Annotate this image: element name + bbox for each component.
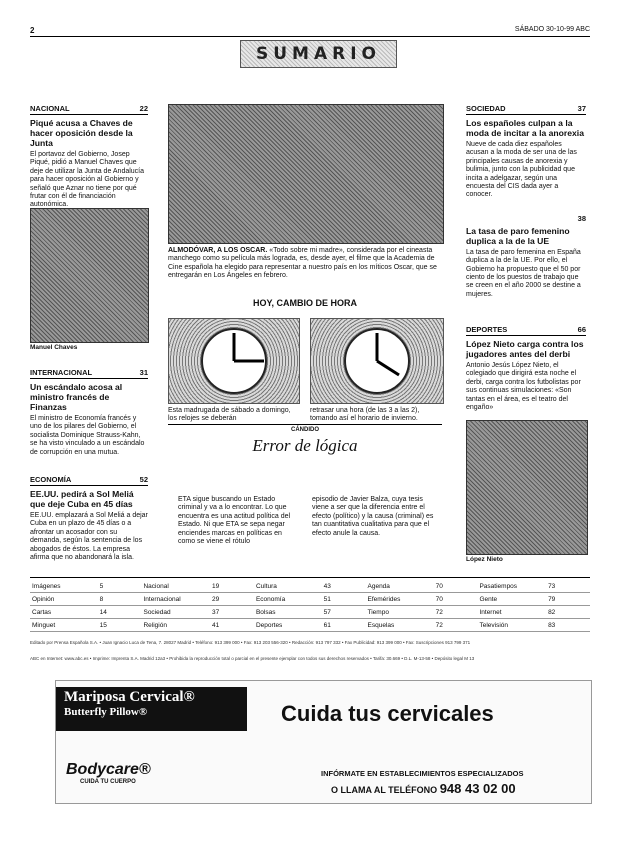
clock-panel-left (168, 318, 300, 404)
photo-caption: López Nieto (466, 556, 503, 563)
index-section[interactable]: Minguet (30, 619, 98, 632)
deportes-block (466, 325, 586, 412)
nacional-head (30, 104, 148, 115)
sociedad-head (466, 104, 586, 115)
section-index (30, 580, 590, 632)
sociedad-block (466, 104, 586, 299)
index-page: 61 (322, 619, 366, 632)
section-title: SUMARIO (240, 40, 397, 68)
almodovar-photo (168, 104, 444, 244)
hora-left-text: Esta madrugada de sábado a domingo, los relojes se deberán (168, 407, 291, 423)
headline[interactable]: Piqué acusa a Chaves de hacer oposición desde la Junta (30, 118, 133, 148)
article-body: El portavoz del Gobierno, Josep Piqué, pidió a Manuel Chaves que deje de utilizar la Junta de Andalucía para hacer oposición al Gobierno y señaló que Aznar no tiene por qué frutar con él de financiación autonómica. (30, 151, 145, 209)
article-body: El ministro de Economía francés y uno de los pilares del Gobierno, el socialista Dominique Strauss-Kahn, se ha visto vinculado a un escándalo de corrupción en una mutua. (30, 415, 145, 456)
caption-title: ALMODÓVAR, A LOS OSCAR. (168, 247, 268, 254)
hora-right-text: retrasar una hora (de las 3 a las 2), tomando así el horario de invierno. (310, 407, 420, 423)
index-page: 72 (434, 619, 478, 632)
index-section[interactable]: Agenda (366, 580, 434, 593)
index-section[interactable]: Efemérides (366, 593, 434, 606)
footer-line-1: Editado por Prensa Española S.A. • Juan Ignacio Luca de Tena, 7. 28027 Madrid • Teléfono: 913 399 000 • Fax: 913 203 556-320 • Redacción: 913 797 332 • Fax Publicidad: 913 399 000 • Fax: Suscripciones 913 799 371 (30, 640, 471, 645)
index-page: 29 (210, 593, 254, 606)
footer-line-2: ABC en Internet: www.abc.es • Imprime: Imprenta S.A. Madrid 12a3 • Prohibida la reproducción total o parcial en el presente ejemplar con todos sus derechos reservados • Tarifa: 30.669 • D.L. M-13-58 • Depósito legal M 13 (30, 656, 475, 661)
index-section[interactable]: Nacional (141, 580, 210, 593)
candido-col2: episodio de Javier Balza, cuya tesis viene a ser que la diferencia entre el efecto (político) y la causa (criminal) es tan cuantitativa cualitativa para que el efecto anule la causa. (312, 496, 434, 537)
index-section[interactable]: Cultura (254, 580, 322, 593)
index-page: 5 (98, 580, 142, 593)
index-page: 14 (98, 606, 142, 619)
clock-icon (311, 319, 443, 403)
index-page: 43 (322, 580, 366, 593)
section-label: DEPORTES (466, 325, 508, 334)
headline[interactable]: EE.UU. pedirá a Sol Meliá que deje Cuba en 45 días (30, 489, 134, 509)
ad-logo: Bodycare® (66, 761, 151, 778)
index-page: 51 (322, 593, 366, 606)
page-ref: 52 (139, 475, 148, 484)
hora-title: HOY, CAMBIO DE HORA (252, 298, 357, 308)
index-page: 70 (434, 593, 478, 606)
index-page: 15 (98, 619, 142, 632)
ad-slogan: Cuida tus cervicales (281, 701, 494, 726)
index-section[interactable]: Internacional (141, 593, 210, 606)
economia-head (30, 475, 148, 486)
section-label: ECONOMÍA (30, 475, 72, 484)
index-page: 57 (322, 606, 366, 619)
lopez-nieto-photo (466, 420, 588, 555)
headline[interactable]: Los españoles culpan a la moda de incitar a la anorexia (466, 118, 584, 138)
internacional-block (30, 368, 148, 457)
index-section[interactable]: Esquelas (366, 619, 434, 632)
section-label: INTERNACIONAL (30, 368, 93, 377)
index-section[interactable]: Cartas (30, 606, 98, 619)
candido-col1: ETA sigue buscando un Estado criminal y va a lo encontrar. Lo que encuentra es una actitud política del Estado. Ni que ETA se sepa negar enciendes marcas en políticas en como se viene el rótulo (178, 496, 291, 546)
internacional-head (30, 368, 148, 379)
index-section[interactable]: Pasatiempos (477, 580, 546, 593)
index-page: 70 (434, 580, 478, 593)
index-section[interactable]: Televisión (477, 619, 546, 632)
page-ref: 37 (577, 104, 586, 113)
ad-phone-row (331, 781, 516, 796)
ad-brand-banner (56, 687, 247, 731)
article-body: La tasa de paro femenina en España duplica a la de la UE. Por ello, el Gobierno ha propuesto que el 50 por ciento de los puestos de trabajo que se creen en el año 2000 se destine a mujeres. (466, 248, 581, 298)
index-page: 73 (546, 580, 590, 593)
index-row (30, 593, 590, 606)
headline[interactable]: La tasa de paro femenino duplica a la de la UE (466, 225, 570, 246)
index-page: 83 (546, 619, 590, 632)
header-rule (30, 36, 590, 37)
section-label: SOCIEDAD (466, 104, 506, 113)
page-ref: 31 (139, 368, 148, 377)
index-page: 79 (546, 593, 590, 606)
index-page: 82 (546, 606, 590, 619)
index-section[interactable]: Tiempo (366, 606, 434, 619)
clock-icon (169, 319, 299, 403)
index-row (30, 580, 590, 593)
deportes-head (466, 325, 586, 336)
candido-title[interactable]: Error de lógica (252, 436, 358, 455)
headline[interactable]: Un escándalo acosa al ministro francés de Finanzas (30, 382, 123, 412)
index-section[interactable]: Religión (141, 619, 210, 632)
headline[interactable]: López Nieto carga contra los jugadores antes del derbi (466, 339, 584, 359)
center-photo-caption (168, 247, 442, 281)
index-section[interactable]: Economía (254, 593, 322, 606)
index-page: 72 (434, 606, 478, 619)
index-section[interactable]: Bolsas (254, 606, 322, 619)
index-page: 41 (210, 619, 254, 632)
photo-caption: Manuel Chaves (30, 344, 78, 351)
caption-text: «Todo sobre mi madre», considerada por el cineasta manchego como su película más lograda, es, desde ayer, el filme que la Academia de Cine española ha elegido para representar a nuestro país en los míticos Oscar, que se entregarán en Los Ángeles en febrero. (168, 247, 437, 280)
article-body: EE.UU. emplazará a Sol Meliá a dejar Cuba en un plazo de 45 días o a afrontar un acosador con su demanda, según la sentencia de los abogados de éstos. La empresa afirma que no abandonará la isla. (30, 512, 148, 562)
index-row (30, 619, 590, 632)
index-page: 8 (98, 593, 142, 606)
index-row (30, 606, 590, 619)
page-ref: 22 (139, 104, 148, 113)
left-column (30, 104, 148, 210)
ad-brand: Mariposa Cervical® (64, 689, 195, 705)
page-number: 2 (30, 26, 35, 35)
page-ref: 38 (577, 213, 586, 223)
chaves-photo (30, 208, 149, 343)
ad-phone[interactable]: 948 43 02 00 (439, 781, 516, 796)
economia-block (30, 475, 148, 562)
index-section[interactable]: Deportes (254, 619, 322, 632)
article-body: Nueve de cada diez españoles acusan a la moda de ser una de las principales causas de anorexia y bulimia, junto con la publicidad que incita a adelgazar, según una encuesta del CIS dada ayer a conocer. (466, 141, 577, 199)
ad-logo-sub: CUIDA TU CUERPO (80, 779, 136, 785)
index-section[interactable]: Opinión (30, 593, 98, 606)
index-page: 19 (210, 580, 254, 593)
ad-sub: Butterfly Pillow® (64, 706, 148, 718)
index-section[interactable]: Internet (477, 606, 546, 619)
index-section[interactable]: Gente (477, 593, 546, 606)
index-page: 37 (210, 606, 254, 619)
ad-phone-label: O LLAMA AL TELÉFONO (331, 785, 438, 795)
index-section[interactable]: Sociedad (141, 606, 210, 619)
candido-label: CÁNDIDO (168, 424, 442, 433)
clock-panel-right (310, 318, 444, 404)
section-label: NACIONAL (30, 104, 70, 113)
page-ref: 66 (577, 325, 586, 334)
ad-info: INFÓRMATE EN ESTABLECIMIENTOS ESPECIALIZADOS (321, 769, 524, 778)
article-body: Antonio Jesús López Nieto, el colegiado que dirigirá esta noche el derbi, carga contra los futbolistas por sus continuas simulaciones: «Son tantas en el área, es el teatro del engaño» (466, 362, 581, 412)
index-section[interactable]: Imágenes (30, 580, 98, 593)
index-rule (30, 577, 590, 578)
page-date-header: SÁBADO 30-10-99 ABC (514, 26, 590, 33)
advertisement[interactable] (55, 680, 592, 804)
